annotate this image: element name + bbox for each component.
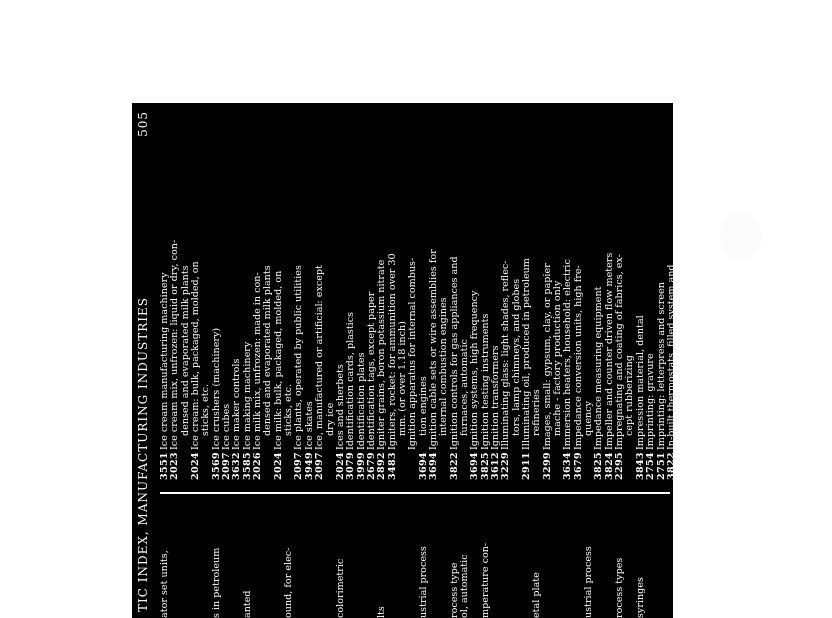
sic-code: 2751: [655, 452, 667, 480]
sic-code: 3229: [500, 452, 512, 480]
sic-code: 3694: [427, 452, 439, 480]
sic-code: 3632: [231, 452, 243, 480]
sic-code: 3679: [572, 452, 584, 480]
left-column-line: ound, for elec-: [283, 547, 295, 618]
entry-text: Illuminating oil, produced in petroleum: [521, 258, 533, 450]
left-column-line: [677, 500, 687, 618]
sic-code: 2754: [645, 452, 657, 480]
sic-code: 3825: [593, 452, 605, 480]
sic-code: 3824: [603, 452, 615, 480]
entry-text: tors, lamp chimneys, and globes: [510, 278, 522, 436]
entry-text: Ice plants, operated by public utilities: [293, 265, 305, 450]
left-column-line: ol, automatic: [458, 554, 470, 618]
sic-code: 3694: [417, 452, 429, 480]
entry-text: densed and evaporated milk plants: [262, 265, 274, 436]
left-column-line: [357, 500, 367, 618]
left-column-line: mperature con-: [479, 542, 491, 618]
entry-text: Ignition transformers: [490, 345, 501, 450]
entry-text: Imprinting: gravure: [645, 353, 657, 450]
left-column-line: ustrial process: [417, 546, 429, 618]
entry-text: Impeller and counter driven flow meters: [603, 252, 615, 450]
left-column-line: [315, 500, 325, 618]
left-column-line: etal plate: [531, 572, 543, 618]
sic-code: 2023: [169, 452, 181, 480]
entry-text: Ignition testing instruments: [479, 313, 491, 450]
index-entry: [698, 108, 708, 480]
sic-code: 3999: [355, 452, 367, 480]
entry-text: Impregnating and coating of fabrics, ex-: [614, 254, 626, 450]
sic-code: 2097: [314, 452, 326, 480]
sic-code: 3694: [469, 452, 481, 480]
index-entry: [315, 108, 325, 480]
scan-artifact: [720, 212, 762, 260]
sic-code: 3949: [303, 452, 315, 480]
entry-text: tion engines: [417, 376, 429, 436]
left-column-line: [781, 500, 791, 618]
entry-text: Immersion heaters, household: electric: [562, 259, 574, 450]
sic-code: 3569: [210, 452, 222, 480]
sic-code: 3634: [562, 452, 574, 480]
entry-text: Ignition controls for gas appliances and: [448, 256, 460, 450]
sic-code: 3825: [479, 452, 491, 480]
left-column-line: [222, 500, 232, 618]
left-column-line: tal or wood: [727, 562, 739, 618]
entry-text: Identification plates: [355, 352, 367, 450]
sic-code: [677, 450, 687, 480]
entry-text: Ice cubes: [221, 403, 233, 450]
entry-text: Identification tags, except paper: [365, 291, 377, 450]
left-column-line: [263, 500, 273, 618]
left-column-line: ustrial process: [583, 546, 595, 618]
entry-text: Ices and sherbets: [334, 364, 346, 450]
left-column-line: [553, 500, 563, 618]
left-column-line: [657, 500, 667, 618]
sic-code: 2026: [252, 452, 264, 480]
page-header: [136, 111, 152, 612]
left-column-line: [770, 500, 780, 618]
sic-code: 3822: [448, 452, 460, 480]
left-column-line: [388, 500, 398, 618]
left-column-line: [346, 500, 356, 618]
left-column-line: [491, 500, 501, 618]
sic-code: 3551: [159, 452, 170, 480]
entry-text: Igniters, rocket: for ammunition over 30: [386, 253, 398, 450]
sic-code: [398, 450, 408, 480]
left-column-line: [791, 500, 801, 618]
left-column-line: [191, 500, 201, 618]
entry-text: mm. (or over 1.18 inch): [396, 321, 408, 436]
entry-text: Ice maker controls: [231, 358, 243, 450]
left-column-line: hic: from plas-: [758, 547, 770, 618]
left-column-line: [181, 500, 191, 618]
left-column-fragment: [160, 500, 832, 618]
entry-text: Ignition apparatus for internal combus-: [407, 257, 419, 450]
running-title: TIC INDEX, MANUFACTURING INDUSTRIES: [136, 297, 150, 612]
entry-text: Ice milk: bulk, packaged, molded, on: [272, 270, 284, 450]
entry-text: Ignition cable sets or wire assemblies for: [427, 249, 439, 450]
left-column-line: anted: [241, 590, 253, 618]
entry-text: sticks, etc.: [200, 383, 212, 436]
entry-text: Imprinting: letterpress and screen: [655, 282, 667, 450]
left-column-line: [594, 500, 604, 618]
page-number: 505: [136, 111, 150, 137]
left-column-line: [253, 500, 263, 618]
left-column-line: [646, 500, 656, 618]
entry-text: plete: [696, 411, 708, 436]
sic-code: 2679: [365, 452, 377, 480]
entry-text: quency: [583, 401, 595, 436]
entry-text: refineries: [531, 389, 543, 436]
entry-text: Images, small: gypsum, clay, or papier: [541, 263, 553, 450]
left-column-line: rized fabric: [696, 561, 708, 618]
entry-text: Ice milk mix, unfrozen: made in con-: [252, 272, 264, 450]
entry-text: Ice, manufactured or artificial: except: [314, 265, 326, 450]
left-column-line: colorimetric: [334, 558, 346, 618]
sic-code: 3483: [386, 452, 398, 480]
entry-text: Ice skates: [303, 401, 315, 450]
entry-text: furnaces, automatic: [458, 339, 470, 436]
sic-code: 2024: [272, 452, 284, 480]
sic-code: 2911: [521, 452, 533, 480]
index-entries: [160, 108, 708, 480]
entry-text: Impedance measuring equipment: [593, 286, 605, 450]
sic-code: 2892: [376, 452, 388, 480]
left-column-line: rocess types: [614, 557, 626, 618]
left-column-line: [501, 500, 511, 618]
index-entry: [346, 108, 356, 480]
entry-text: Ice cream manufacturing machinery: [159, 272, 170, 450]
entry-text: densed and evaporated milk plants: [179, 265, 191, 436]
left-column-line: ehold, metal: [821, 557, 832, 618]
index-entry: [377, 108, 387, 480]
left-column-line: rocess type: [448, 562, 460, 618]
entry-text: Impedance conversion units, high fre-: [572, 265, 584, 450]
sic-code: 3641: [686, 452, 698, 480]
sic-code: [698, 450, 708, 480]
entry-text: Incandescent filament lamp bulbs, com-: [686, 255, 698, 450]
sic-code: 2024: [190, 452, 202, 480]
entry-text: Illuminating glass: light shades, reflec-: [500, 260, 512, 450]
entry-text: mache - factory production only: [552, 280, 564, 436]
sic-code: 2295: [614, 452, 626, 480]
entry-text: Ice making machinery: [241, 341, 253, 450]
left-column-line: [708, 500, 718, 618]
left-column-line: [294, 500, 304, 618]
left-column-line: s: [800, 613, 812, 618]
sic-code: 2024: [334, 452, 346, 480]
sic-code: 3843: [634, 452, 646, 480]
sic-code: 2097: [293, 452, 305, 480]
entry-text: Ignition systems, high frequency: [469, 290, 481, 450]
entry-text: Impression material, dental: [634, 315, 646, 450]
left-column-line: [170, 500, 180, 618]
sic-code: 3612: [490, 452, 501, 480]
left-column-line: lts: [376, 606, 388, 618]
left-column-line: syringes: [634, 577, 646, 618]
left-column-line: [305, 500, 315, 618]
entry-text: sticks, etc.: [283, 383, 295, 436]
sic-code: 3822: [665, 452, 677, 480]
left-column-line: etable, except: [738, 549, 750, 618]
entry-text: Identification cards, plastics: [345, 311, 357, 450]
entry-text: Ice crushers (machinery): [210, 327, 222, 450]
entry-text: In-built thermostats, filled system and: [665, 264, 677, 450]
left-column-line: [367, 500, 377, 618]
entry-text: bimetal types: [676, 370, 688, 436]
entry-text: cept rubberizing: [624, 355, 636, 436]
left-column-line: s in petroleum: [210, 547, 222, 618]
left-column-line: [543, 500, 553, 618]
rotated-page-content: [132, 103, 832, 618]
entry-text: Ice cream mix, unfrozen: liquid or dry, con-: [169, 239, 181, 450]
left-column-line: tal or wood: [717, 562, 729, 618]
sic-code: 3585: [241, 452, 253, 480]
index-entry: [677, 108, 687, 480]
index-entry: [646, 108, 656, 480]
entry-text: dry ice: [324, 402, 336, 436]
left-column-line: [512, 500, 522, 618]
entry-text: Igniter grains, boron potassium nitrate: [376, 259, 388, 450]
sic-code: 3079: [345, 452, 357, 480]
left-column-line: [429, 500, 439, 618]
scanned-page: [132, 103, 832, 618]
entry-text: internal combustion engines: [438, 297, 450, 436]
entry-text: Ice cream: bulk, packaged, molded, on: [190, 261, 202, 450]
left-column-line: [563, 500, 573, 618]
sic-code: 2097: [221, 452, 233, 480]
left-column-line: [398, 500, 408, 618]
left-column-line: ator set units,: [159, 550, 170, 618]
column-rule: [160, 492, 670, 494]
left-column-line: [667, 500, 677, 618]
sic-code: 3299: [541, 452, 553, 480]
